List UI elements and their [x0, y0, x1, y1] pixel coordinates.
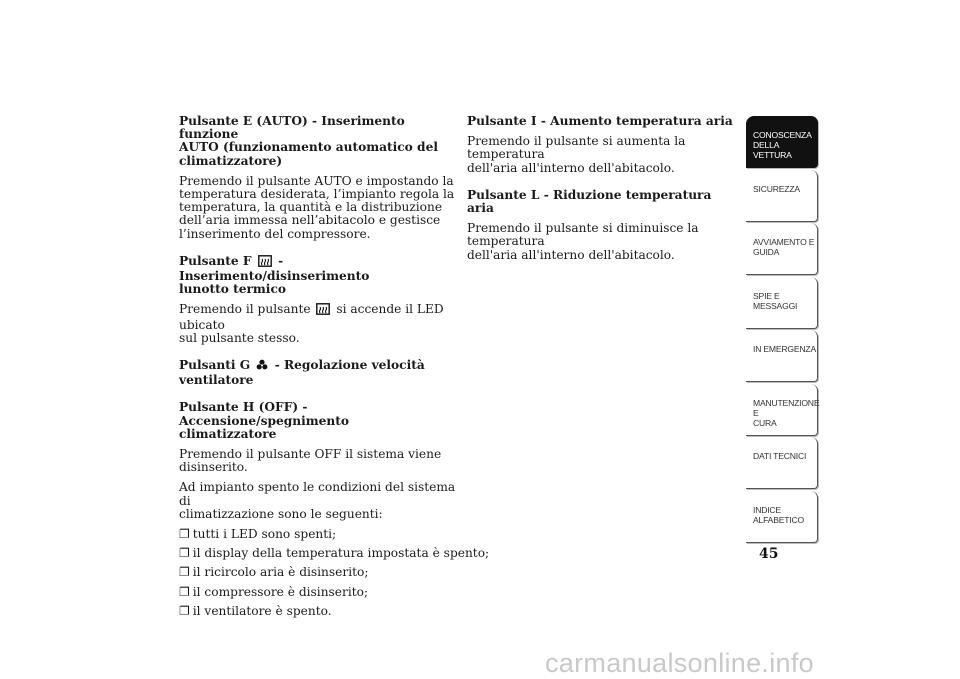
tab-sicurezza[interactable] — [746, 170, 818, 222]
checkbox-bullet-icon: ❐ — [179, 565, 190, 580]
heading-pulsante-i: Pulsante I - Aumento temperatura aria — [467, 114, 733, 128]
heading-line: AUTO (funzionamento automatico del — [179, 140, 438, 155]
paragraph-pulsante-i — [467, 135, 739, 175]
text-line: temperatura, la quantità e la distribuzione — [179, 200, 443, 215]
paragraph-condizioni — [179, 481, 459, 521]
list-item — [179, 566, 459, 579]
heading-pulsante-f — [179, 255, 459, 297]
chapter-tabs — [746, 116, 818, 544]
heading-line — [179, 359, 459, 374]
tab-avviamento-e-guida[interactable] — [746, 223, 818, 275]
text: Premendo il pulsante — [179, 302, 311, 317]
checkbox-bullet-icon: ❐ — [179, 603, 190, 618]
checkbox-bullet-icon: ❐ — [179, 584, 190, 599]
left-column — [179, 114, 490, 624]
list-item — [179, 528, 459, 541]
text-line: climatizzazione sono le seguenti: — [179, 506, 383, 521]
list-item — [179, 586, 459, 599]
tab-label: CURA — [753, 417, 777, 428]
heading-line: Pulsante E (AUTO) - Inserimento funzione — [179, 114, 405, 142]
rear-window-defrost-icon — [258, 255, 272, 270]
tab-manutenzione-e-cura[interactable] — [746, 384, 818, 436]
text-line: Ad impianto spento le condizioni del sistema di — [179, 480, 456, 508]
tab-spie-e-messaggi[interactable] — [746, 277, 818, 329]
tab-dati-tecnici[interactable] — [746, 437, 818, 489]
heading-text: - Regolazione velocità — [274, 358, 425, 373]
text-line: l’inserimento del compressore. — [179, 226, 371, 241]
text-line: disinserito. — [179, 460, 248, 475]
paragraph-pulsante-h — [179, 448, 459, 474]
heading-pulsanti-g — [179, 359, 459, 387]
heading-line: Pulsante H (OFF) - Accensione/spegnimento — [179, 400, 350, 428]
right-column — [467, 115, 739, 269]
tab-label: INDICE — [753, 504, 781, 515]
paragraph-pulsante-l — [467, 222, 739, 262]
list-item-text: il compressore è disinserito; — [192, 584, 369, 599]
list-item-text: tutti i LED sono spenti; — [192, 527, 337, 542]
list-item — [179, 605, 459, 618]
rear-window-defrost-icon — [316, 303, 330, 318]
tab-label: SPIE E MESSAGGI — [753, 290, 798, 311]
tab-label: SICUREZZA — [753, 183, 800, 194]
text-line: Premendo il pulsante si aumenta la temperatura — [467, 134, 686, 162]
text-line: sul pulsante stesso. — [179, 330, 300, 345]
list-item — [179, 546, 490, 561]
tab-label: MANUTENZIONE E — [753, 397, 820, 418]
tab-label: CONOSCENZA — [753, 130, 812, 140]
fan-icon — [256, 359, 268, 374]
watermark: carmanualsonline.info — [545, 648, 814, 678]
tab-label: AVVIAMENTO E — [753, 237, 815, 247]
heading-line — [179, 255, 459, 283]
heading-pulsante-h — [179, 401, 459, 441]
checkbox-bullet-icon: ❐ — [179, 546, 190, 561]
text: si accende il LED ubicato — [179, 302, 444, 332]
tab-label: ALFABETICO — [753, 514, 805, 525]
tab-in-emergenza[interactable] — [746, 330, 818, 382]
tab-label: DATI TECNICI — [753, 451, 807, 461]
list-item-text: il display della temperatura impostata è spento; — [192, 546, 490, 561]
tab-label: GUIDA — [753, 247, 780, 257]
checkbox-bullet-icon: ❐ — [179, 527, 190, 542]
page-number: 45 — [759, 546, 779, 562]
text-line — [179, 303, 459, 331]
text-line: Premendo il pulsante AUTO e impostando la — [179, 173, 454, 188]
tab-conoscenza-della-vettura[interactable] — [746, 116, 818, 168]
tab-indice-alfabetico[interactable] — [746, 491, 818, 543]
tab-label: IN EMERGENZA — [753, 344, 817, 354]
heading-text: Pulsanti G — [179, 358, 251, 373]
heading-pulsante-l: Pulsante L - Riduzione temperatura aria — [467, 187, 712, 216]
text-line: Premendo il pulsante OFF il sistema viene — [179, 447, 442, 462]
text-line: dell'aria all'interno dell'abitacolo. — [467, 160, 675, 175]
heading-line: climatizzatore) — [179, 153, 283, 168]
heading-line: ventilatore — [179, 373, 254, 388]
text-line: dell'aria all'interno dell'abitacolo. — [467, 247, 675, 262]
heading-pulsante-e — [179, 115, 459, 168]
list-item-text: il ricircolo aria è disinserito; — [192, 565, 369, 580]
heading-text: Pulsante F — [179, 253, 252, 268]
tab-label: DELLA VETTURA — [753, 140, 792, 160]
paragraph-pulsante-e — [179, 175, 459, 241]
heading-line: lunotto termico — [179, 282, 286, 297]
text-line: Premendo il pulsante si diminuisce la temperatura — [467, 221, 699, 249]
list-item-text: il ventilatore è spento. — [192, 603, 332, 618]
heading-line: climatizzatore — [179, 426, 277, 441]
paragraph-pulsante-f — [179, 303, 459, 345]
heading-text: - Inserimento/disinserimento — [179, 253, 370, 284]
text-line: temperatura desiderata, l’impianto regola la — [179, 187, 455, 202]
text-line: dell’aria immessa nell’abitacolo e gestisce — [179, 213, 441, 228]
